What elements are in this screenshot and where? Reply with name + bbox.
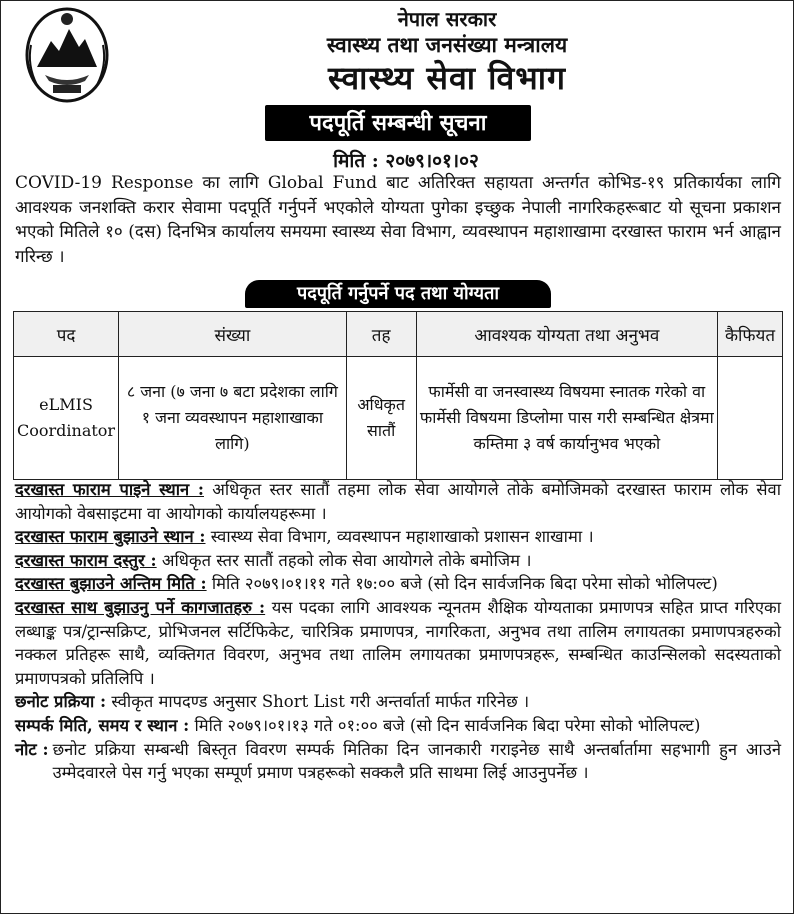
- note-label: नोट :: [15, 739, 49, 759]
- fee-label: दरखास्त फाराम दस्तुर :: [15, 550, 157, 570]
- deadline-text: मिति २०७९।०१।११ गते १७:०० बजे (सो दिन सार्वजनिक बिदा परेमा सोको भोलिपल्ट): [206, 574, 718, 594]
- documents-label: दरखास्त साथ बुझाउनु पर्ने कागजातहरु :: [15, 597, 266, 617]
- note-item: [15, 738, 781, 785]
- cell-level: अधिकृत सातौं: [346, 357, 416, 480]
- cell-remarks: [718, 357, 783, 480]
- table-row: [14, 357, 783, 480]
- selection-item: [15, 690, 781, 714]
- col-header-level: तह: [346, 312, 416, 357]
- documents-text: यस पदका लागि आवश्यक न्यूनतम शैक्षिक योग्यताका प्रमाणपत्र सहित प्राप्त गरिएका लब्धाङ्क पत्र/ट्रान्सक्रिप्ट, प्रोभिजनल सर्टिफिकेट, चारित्रिक प्रमाणपत्र, नागरिकता, अनुभव तथा तालिम लगायतका प्रमाणपत्रहरुको नक्कल प्रतिहरू साथै, व्यक्तिगत विवरण, अनुभव तथा तालिम लगायतका प्रमाणपत्रहरू, सम्बन्धित काउन्सिलको सदस्यताको प्रमाणपत्रको प्रतिलिपि ।: [15, 597, 781, 688]
- form-place-label: दरखास्त फाराम पाइने स्थान :: [15, 480, 204, 499]
- table-header-row: [14, 312, 783, 357]
- deadline-item: [15, 572, 781, 596]
- ministry-name: स्वास्थ्य तथा जनसंख्या मन्त्रालय: [326, 32, 568, 57]
- cell-post: eLMIS Coordinator: [14, 357, 119, 480]
- intro-paragraph: COVID-19 Response का लागि Global Fund बाट अतिरिक्त सहायता अन्तर्गत कोभिड-१९ प्रतिकार्यका लागि आवश्यक जनशक्ति करार सेवामा पदपूर्ति गर्नुपर्ने भएकोले योग्यता पुगेका इच्छुक नेपाली नागरिकहरूबाट यो सूचना प्रकाशन भएको मितिले १० (दस) दिनभित्र कार्यालय समयमा स्वास्थ्य सेवा विभाग, व्यवस्थापन महाशाखामा दरखास्त फाराम भर्न आह्वान गरिन्छ ।: [15, 173, 781, 267]
- cell-qualification: फार्मेसी वा जनस्वास्थ्य विषयमा स्नातक गरेको वा फार्मेसी विषयमा डिप्लोमा पास गरी सम्बन्धित क्षेत्रमा कम्तिमा ३ वर्ष कार्यानुभव भएको: [416, 357, 717, 480]
- form-place-item: [15, 478, 781, 525]
- fee-item: [15, 549, 781, 573]
- documents-item: [15, 596, 781, 690]
- selection-text: स्वीकृत मापदण्ड अनुसार Short List गरी अन्तर्वार्ता मार्फत गरिनेछ ।: [106, 692, 530, 712]
- nepal-emblem-icon: [23, 5, 111, 105]
- fee-text: अधिकृत स्तर सातौं तहको लोक सेवा आयोगले तोके बमोजिम ।: [156, 550, 532, 570]
- cell-count: ८ जना (७ जना ७ बटा प्रदेशका लागि १ जना व्यवस्थापन महाशाखाका लागि): [119, 357, 347, 480]
- posts-table: [13, 311, 783, 480]
- col-header-post: पद: [14, 312, 119, 357]
- section-title: पदपूर्ति गर्नुपर्ने पद तथा योग्यता: [245, 280, 551, 308]
- government-name: नेपाल सरकार: [397, 7, 497, 31]
- submit-place-item: [15, 525, 781, 549]
- contact-text: मिति २०७९।०१।१३ गते ०१:०० बजे (सो दिन सार्वजनिक बिदा परेमा सोको भोलिपल्ट): [189, 715, 701, 735]
- contact-item: [15, 714, 781, 738]
- col-header-remarks: कैफियत: [718, 312, 783, 357]
- submit-place-text: स्वास्थ्य सेवा विभाग, व्यवस्थापन महाशाखाको प्रशासन शाखामा ।: [205, 527, 594, 547]
- notice-date: [301, 147, 511, 173]
- details-section: [15, 478, 781, 785]
- col-header-count: संख्या: [119, 312, 347, 357]
- notice-title: पदपूर्ति सम्बन्धी सूचना: [265, 105, 531, 141]
- submit-place-label: दरखास्त फाराम बुझाउने स्थान :: [15, 527, 206, 547]
- date-value: २०७९।०१।०२: [385, 150, 479, 172]
- note-text: छनोट प्रक्रिया सम्बन्धी बिस्तृत विवरण सम्पर्क मितिका दिन जानकारी गराइनेछ साथै अन्तर्बार्तामा सहभागी हुन आउने उम्मेदवारले पेस गर्नु भएका सम्पूर्ण प्रमाण पत्रहरूको सक्कलै प्रति साथमा लिई आउनुपर्नेछ ।: [52, 739, 781, 783]
- form-place-text: अधिकृत स्तर सातौं तहमा लोक सेवा आयोगले तोके बमोजिमको दरखास्त फाराम लोक सेवा आयोगको वेबसाइटमा वा आयोगको कार्यालयहरूमा ।: [15, 480, 781, 523]
- selection-label: छनोट प्रक्रिया :: [15, 692, 107, 712]
- contact-label: सम्पर्क मिति, समय र स्थान :: [15, 715, 190, 735]
- deadline-label: दरखास्त बुझाउने अन्तिम मिति :: [15, 574, 207, 594]
- col-header-qualification: आवश्यक योग्यता तथा अनुभव: [416, 312, 717, 357]
- department-name: स्वास्थ्य सेवा विभाग: [327, 59, 567, 97]
- date-label: मिति :: [333, 150, 379, 172]
